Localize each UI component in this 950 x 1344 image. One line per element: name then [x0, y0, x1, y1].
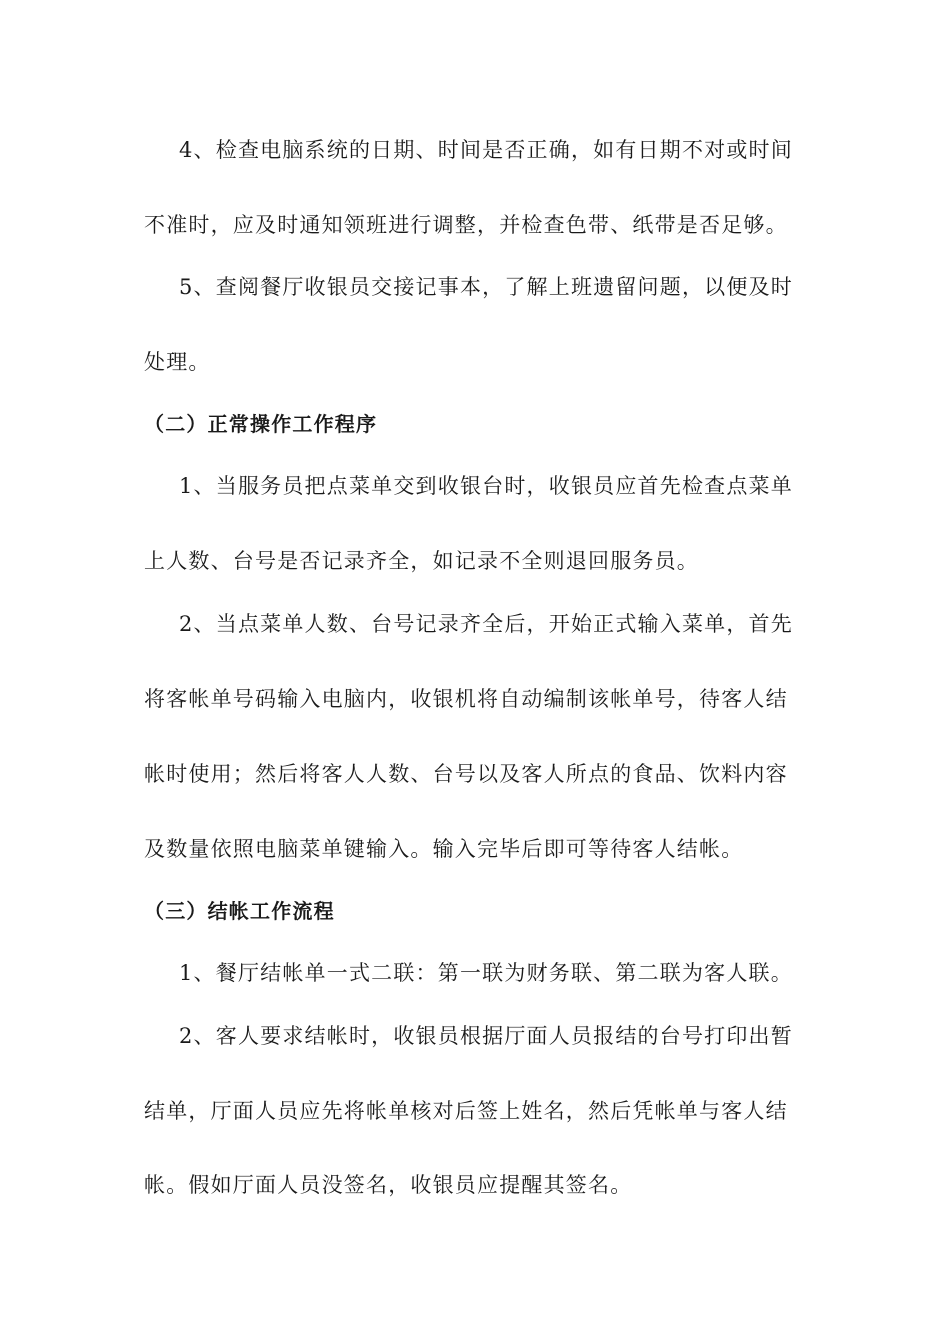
- paragraph-line: 1、餐厅结帐单一式二联：第一联为财务联、第二联为客人联。: [179, 961, 793, 985]
- paragraph-line: 帐时使用；然后将客人人数、台号以及客人所点的食品、饮料内容: [144, 762, 788, 786]
- paragraph-line: 2、客人要求结帐时，收银员根据厅面人员报结的台号打印出暂: [179, 1024, 793, 1048]
- paragraph-line: 将客帐单号码输入电脑内，收银机将自动编制该帐单号，待客人结: [144, 687, 788, 711]
- paragraph-line: 1、当服务员把点菜单交到收银台时，收银员应首先检查点菜单: [179, 474, 793, 498]
- paragraph-line: 5、查阅餐厅收银员交接记事本，了解上班遗留问题，以便及时: [179, 275, 793, 299]
- paragraph-line: 处理。: [144, 350, 211, 374]
- paragraph-line: 4、检查电脑系统的日期、时间是否正确，如有日期不对或时间: [179, 138, 793, 162]
- paragraph-line: 结单，厅面人员应先将帐单核对后签上姓名，然后凭帐单与客人结: [144, 1099, 788, 1123]
- paragraph-line: 帐。假如厅面人员没签名，收银员应提醒其签名。: [144, 1173, 633, 1197]
- paragraph-line: 不准时，应及时通知领班进行调整，并检查色带、纸带是否足够。: [144, 213, 788, 237]
- paragraph-line: 上人数、台号是否记录齐全，如记录不全则退回服务员。: [144, 549, 699, 573]
- paragraph-line: 及数量依照电脑菜单键输入。输入完毕后即可等待客人结帐。: [144, 837, 744, 861]
- section-heading: （二）正常操作工作程序: [144, 412, 378, 436]
- paragraph-line: 2、当点菜单人数、台号记录齐全后，开始正式输入菜单，首先: [179, 612, 793, 636]
- section-heading: （三）结帐工作流程: [144, 899, 335, 923]
